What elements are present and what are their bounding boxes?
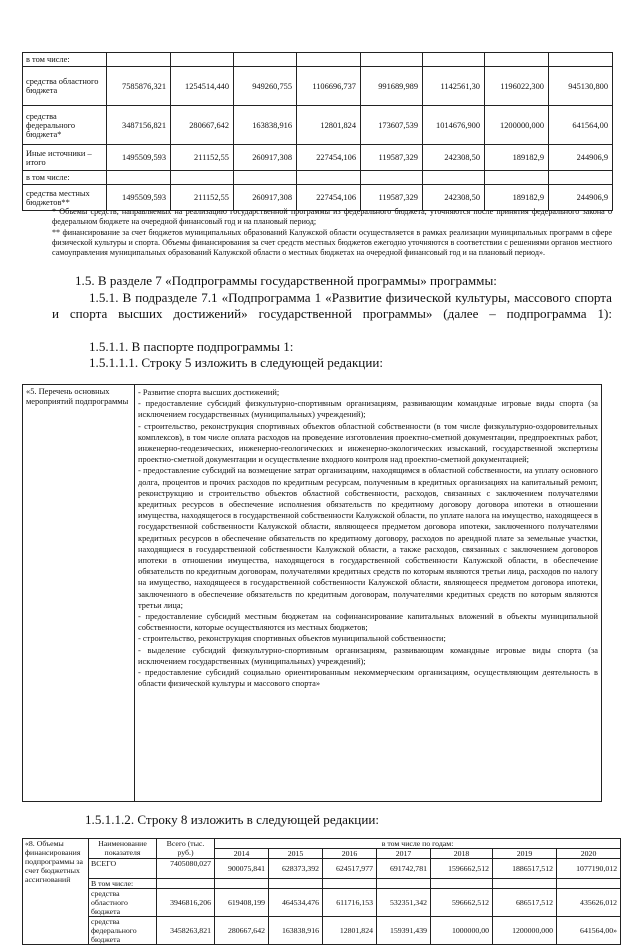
cell-value: 900075,841 — [215, 859, 269, 879]
footnote-local: ** финансирование за счет бюджетов муниципальных образований Калужской области осуществляется в рамках реализации муниципальных программ в сфере физической культуры и спорта. Объемы финансирования за счет средств местных бюджетов ежегодно уточняются в соответствии с решениями органов местного самоуправления муниципальных образований Калужской области о местных бюджетах на очередной финансовый год и на плановый период». — [52, 227, 612, 258]
cell-value: 280667,642 — [171, 106, 234, 145]
footnotes — [52, 207, 612, 258]
list-item: - выделение субсидий физкультурно-спортивным организациям, развивающим командные игровые виды спорта (за исключением государственных (муниципальных) учреждений); — [138, 645, 598, 666]
cell-total: 3946816,206 — [157, 889, 215, 917]
table-header-row — [23, 839, 621, 849]
cell-value: 1000000,00 — [431, 917, 493, 945]
table-row — [23, 385, 602, 802]
table-row — [23, 879, 621, 889]
cell-value: 211152,55 — [171, 185, 234, 211]
cell-value: 12801,824 — [323, 917, 377, 945]
cell-value: 280667,642 — [215, 917, 269, 945]
paragraph-1-5-1-1-1: 1.5.1.1.1. Строку 5 изложить в следующей редакции: — [89, 355, 383, 370]
table-row — [23, 106, 613, 145]
row-label: средства областного бюджета — [89, 889, 157, 917]
activities-list — [135, 385, 602, 802]
cell-value: 596662,512 — [431, 889, 493, 917]
cell-value: 242308,50 — [423, 145, 485, 171]
cell-value: 1106696,737 — [297, 67, 361, 106]
list-item: - строительство, реконструкция спортивных объектов областной собственности (в том числе физкультурно-оздоровительных комплексов), в том числе оплата расходов на проведение изготовления проектно-сметной документации, предпроектных работ, инженерно-геодезических, инженерно-геологических и инженерно-экологических изысканий, государственной экспертизы проектно-сметной документации и осуществление входного контроля над проектно-сметной документацией; — [138, 421, 598, 465]
cell-value: 163838,916 — [269, 917, 323, 945]
cell-total: 7405080,027 — [157, 859, 215, 879]
cell-value: 624517,977 — [323, 859, 377, 879]
row-label: средства федерального бюджета — [89, 917, 157, 945]
list-item: - предоставление субсидий физкультурно-спортивным организациям, развивающим командные игровые виды спорта (за исключением государственных (муниципальных) учреждений); — [138, 399, 598, 420]
cell-value: 435626,012 — [557, 889, 621, 917]
cell-total: 3458263,821 — [157, 917, 215, 945]
footnote-federal: * Объемы средств, направляемых на реализацию государственной программы из федерального бюджета, уточняются после принятия федерального закона о федеральном бюджете на очередной финансовый год и на плановый период; — [52, 207, 612, 227]
cell-value: 945130,800 — [549, 67, 613, 106]
table-row — [23, 859, 621, 879]
row-label: средства федерального бюджета* — [23, 106, 107, 145]
cell-value: 1014676,900 — [423, 106, 485, 145]
cell-value: 12801,824 — [297, 106, 361, 145]
cell-value: 244906,9 — [549, 145, 613, 171]
list-item: - строительство, реконструкция спортивных объектов муниципальной собственности; — [138, 634, 446, 644]
paragraph-1-5-1: 1.5.1. В подразделе 7.1 «Подпрограмма 1 «Развитие физической культуры, массового спорта и спорта высших достижений» государственной программы» (далее – подпрограмма 1): — [52, 290, 612, 321]
cell-value: 242308,50 — [423, 185, 485, 211]
cell-value: 260917,308 — [234, 145, 297, 171]
year-header: 2019 — [493, 849, 557, 859]
cell-value: 1886517,512 — [493, 859, 557, 879]
year-header: 2018 — [431, 849, 493, 859]
row-label: в том числе: — [23, 171, 107, 185]
cell-value: 244906,9 — [549, 185, 613, 211]
header-years: в том числе по годам: — [215, 839, 621, 849]
cell-value: 159391,439 — [377, 917, 431, 945]
list-item: - Развитие спорта высших достижений; — [138, 388, 280, 397]
cell-value: 641564,00 — [549, 106, 613, 145]
list-item: - предоставление субсидий местным бюджетам на софинансирование капитальных вложений в объекты муниципальной собственности, которые осуществляются из местных бюджетов; — [138, 612, 598, 633]
row-label: «8. Объемы финансирования подпрограммы за счет бюджетных ассигнований — [23, 839, 89, 945]
subprogram-row8-funding-table — [22, 838, 621, 945]
table-row — [23, 53, 613, 67]
cell-value: 1200000,000 — [485, 106, 549, 145]
cell-value: 1142561,30 — [423, 67, 485, 106]
year-header: 2014 — [215, 849, 269, 859]
cell-value: 1495509,593 — [107, 185, 171, 211]
table-row — [23, 889, 621, 917]
cell-value: 7585876,321 — [107, 67, 171, 106]
cell-value: 628373,392 — [269, 859, 323, 879]
cell-value: 1077190,012 — [557, 859, 621, 879]
table-row — [23, 171, 613, 185]
cell-value: 211152,55 — [171, 145, 234, 171]
year-header: 2017 — [377, 849, 431, 859]
row-label: «5. Перечень основных мероприятий подпрограммы — [23, 385, 135, 802]
cell-value: 1254514,440 — [171, 67, 234, 106]
paragraph-1-5-1-1: 1.5.1.1. В паспорте подпрограммы 1: — [89, 339, 294, 354]
cell-value: 1196022,300 — [485, 67, 549, 106]
table-row — [23, 67, 613, 106]
cell-value: 686517,512 — [493, 889, 557, 917]
cell-value: 173607,539 — [361, 106, 423, 145]
cell-value: 1596662,512 — [431, 859, 493, 879]
row-label: средства местных бюджетов** — [23, 185, 107, 211]
header-name: Наименование показателя — [89, 839, 157, 859]
paragraph-1-5-1-1-2: 1.5.1.1.2. Строку 8 изложить в следующей редакции: — [85, 812, 379, 827]
cell-value: 619408,199 — [215, 889, 269, 917]
cell-value: 464534,476 — [269, 889, 323, 917]
cell-value: 163838,916 — [234, 106, 297, 145]
cell-value: 991689,989 — [361, 67, 423, 106]
cell-value: 949260,755 — [234, 67, 297, 106]
cell-value: 3487156,821 — [107, 106, 171, 145]
cell-value: 119587,329 — [361, 185, 423, 211]
funding-table-continuation — [22, 52, 613, 211]
cell-value: 532351,342 — [377, 889, 431, 917]
row-label: в том числе: — [23, 53, 107, 67]
list-item: - предоставление субсидий социально ориентированным некоммерческим организациям, осуществляющим деятельность в области физической культуры и массового спорта» — [138, 668, 598, 689]
row-label: В том числе: — [89, 879, 157, 889]
cell-value: 119587,329 — [361, 145, 423, 171]
paragraph-1-5: 1.5. В разделе 7 «Подпрограммы государственной программы» программы: — [75, 273, 497, 288]
cell-value: 189182,9 — [485, 145, 549, 171]
list-item: - предоставление субсидий на возмещение затрат организациям, находящимся в областной собственности, на уплату основного долга, процентов и прочих расходов по кредитным ресурсам, полученным в кредитных организациях на капитальный ремонт, реконструкцию и строительство объектов областной собственности, расходов, связанных с заключением получателями кредитных ресурсов в обеспечение исполнения обязательств по кредитному договору договора ипотеки в отношении имущества, находящегося в государственной собственности Калужской области, по уплате налога на имущество, находящееся в государственной собственности Калужской области, являющееся предметом договора ипотеки, заключенного получателями кредитных ресурсов в обеспечение обязательств по кредитному договору, расходов по арендной плате за земельные участки, находящиеся в государственной собственности Калужской области, а также расходов, связанных с заключением договоров ипотеки в отношении имущества, находящегося в государственной собственности Калужской области, в обеспечение обязательств по кредитным договорам, получателями кредитных средств по которым являются третьи лица, расходов по налогу на имущество, находящееся в государственной собственности Калужской области, являющееся предметом договора ипотеки, заключенного в обеспечение обязательств по кредитным договорам, получателями кредитных средств по которым являются третьи лица; — [138, 466, 598, 610]
year-header: 2020 — [557, 849, 621, 859]
year-header: 2015 — [269, 849, 323, 859]
cell-value: 691742,781 — [377, 859, 431, 879]
row-label: средства областного бюджета — [23, 67, 107, 106]
cell-value: 260917,308 — [234, 185, 297, 211]
cell-value: 1200000,000 — [493, 917, 557, 945]
header-total: Всего (тыс. руб.) — [157, 839, 215, 859]
table-row — [23, 917, 621, 945]
cell-value: 189182,9 — [485, 185, 549, 211]
subprogram-row5-table — [22, 384, 602, 802]
cell-value: 641564,00» — [557, 917, 621, 945]
cell-value: 227454,106 — [297, 145, 361, 171]
table-row — [23, 145, 613, 171]
row-label: ВСЕГО — [89, 859, 157, 879]
cell-value: 611716,153 — [323, 889, 377, 917]
row-label: Иные источники – итого — [23, 145, 107, 171]
year-header: 2016 — [323, 849, 377, 859]
cell-value: 1495509,593 — [107, 145, 171, 171]
cell-value: 227454,106 — [297, 185, 361, 211]
